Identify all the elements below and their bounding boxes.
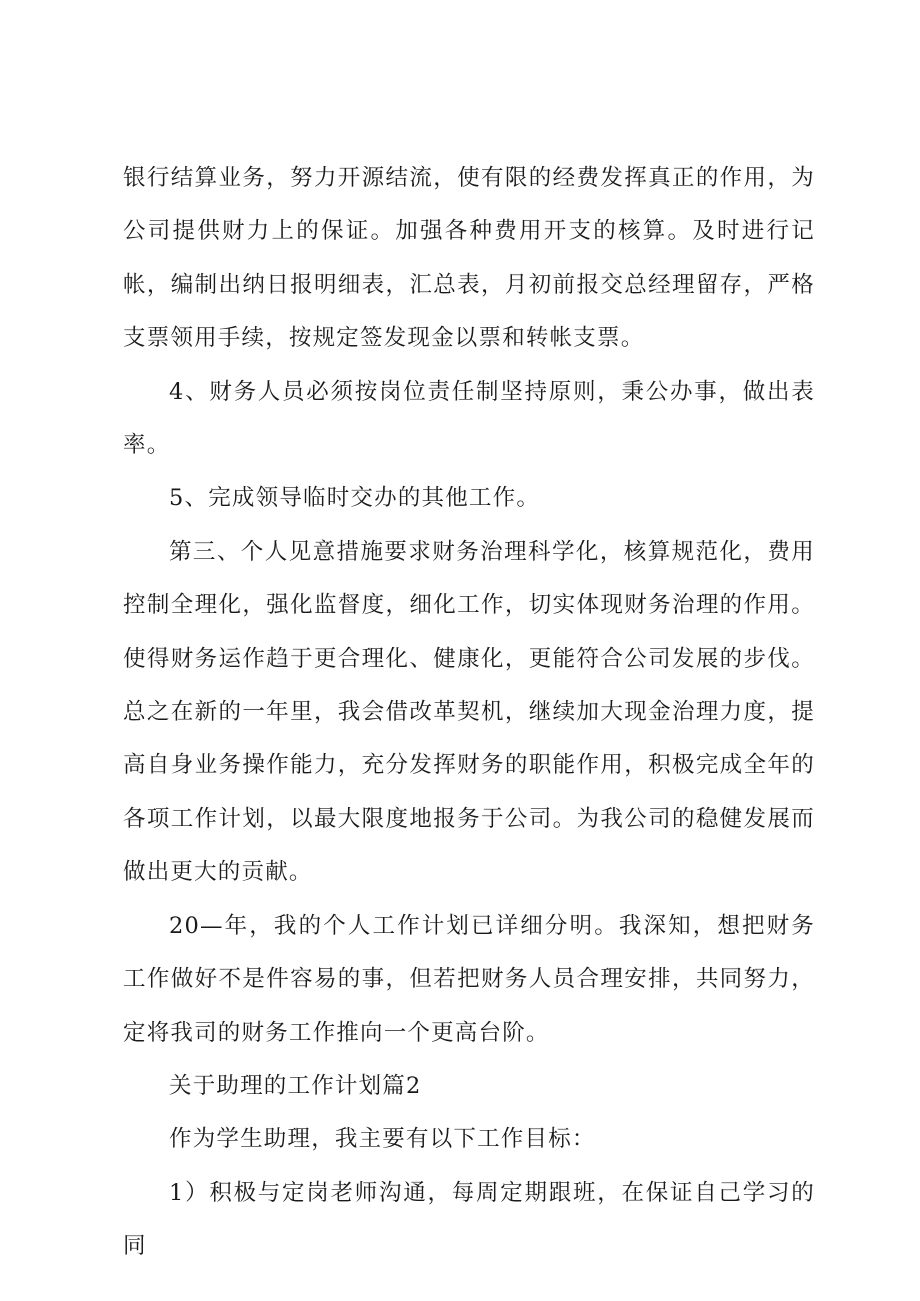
paragraph-goal-1: 1）积极与定岗老师沟通，每周定期跟班，在保证自己学习的同 — [123, 1179, 815, 1260]
paragraph-item-4: 4、财务人员必须按岗位责任制坚持原则，秉公办事，做出表率。 — [123, 378, 815, 459]
paragraph-item-5: 5、完成领导临时交办的其他工作。 — [169, 485, 541, 512]
paragraph-summary: 20—年，我的个人工作计划已详细分明。我深知，想把财务工作做好不是件容易的事，但若把财务人员合理安排，共同努力，定将我司的财务工作推向一个更高台阶。 — [123, 912, 815, 1046]
paragraph-intro: 作为学生助理，我主要有以下工作目标： — [169, 1126, 596, 1153]
section-heading: 关于助理的工作计划篇2 — [169, 1072, 422, 1099]
document-body — [123, 152, 815, 1274]
paragraph-continuation: 银行结算业务，努力开源结流，使有限的经费发挥真正的作用，为公司提供财力上的保证。加强各种费用开支的核算。及时进行记帐，编制出纳日报明细表，汇总表，月初前报交总经理留存，严格支票领用手续，按规定签发现金以票和转帐支票。 — [123, 165, 815, 352]
paragraph-section-three: 第三、个人见意措施要求财务治理科学化，核算规范化，费用控制全理化，强化监督度，细化工作，切实体现财务治理的作用。使得财务运作趋于更合理化、健康化，更能符合公司发展的步伐。总之在新的一年里，我会借改革契机，继续加大现金治理力度，提高自身业务操作能力，充分发挥财务的职能作用，积极完成全年的各项工作计划，以最大限度地报务于公司。为我公司的稳健发展而做出更大的贡献。 — [123, 538, 815, 886]
